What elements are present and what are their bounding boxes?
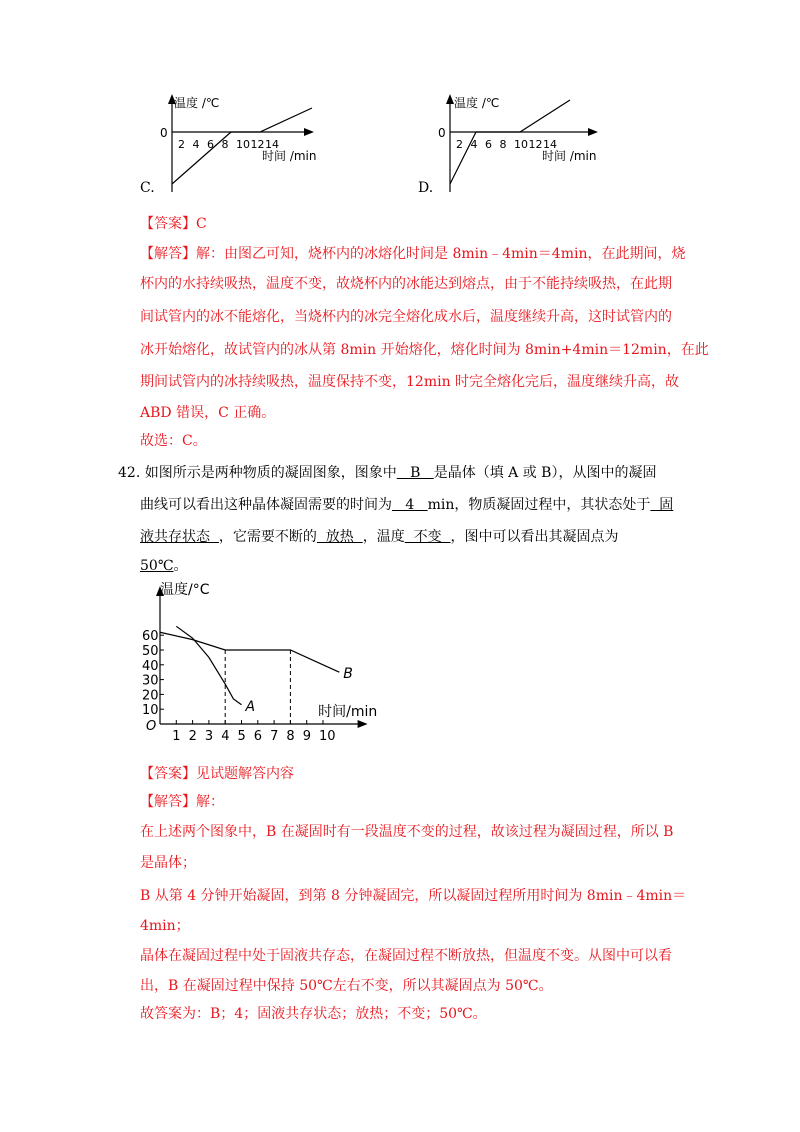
graph-c-ylabel: 温度 /℃	[174, 96, 220, 110]
q41-analysis-line: 【解答】解：由图乙可知，烧杯内的冰熔化时间是 8min﹣4min＝4min，在此期间，烧	[140, 246, 686, 262]
q41-analysis-line: 杯内的水持续吸热，温度不变，故烧杯内的冰能达到熔点，由于不能持续吸热，在此期	[140, 276, 672, 292]
origin-label: O	[146, 719, 157, 734]
x-tick-label: 2	[188, 729, 197, 744]
graph-c-xlabel: 时间 /min	[262, 149, 317, 163]
q41-analysis-line: 期间试管内的冰持续吸热，温度保持不变，12min 时完全熔化完后，温度继续升高，故	[140, 374, 680, 390]
graph-c-zero: 0	[160, 126, 168, 140]
q42-analysis-line: 故答案为：B；4；固液共存状态；放热；不变；50℃。	[140, 1006, 487, 1022]
option-c-label: C.	[140, 180, 155, 196]
q41-choice: 故选：C。	[140, 433, 207, 449]
graph-d-ylabel: 温度 /℃	[454, 96, 500, 110]
q41-analysis-line: ABD 错误，C 正确。	[140, 405, 276, 421]
option-d-label: D.	[418, 180, 434, 196]
tick-label: 10	[236, 138, 250, 151]
q42-blank-5: 不变	[404, 529, 451, 545]
q42-number: 42.	[118, 465, 141, 481]
y-tick-label: 10	[142, 703, 159, 719]
tick-label: 6	[485, 138, 492, 151]
x-tick-label: 9	[302, 729, 311, 744]
q42-text: ，图中可以看出其凝固点为	[450, 529, 619, 545]
q42-blank-3b: 液共存状态	[140, 529, 219, 545]
tick-label: 14	[543, 138, 557, 151]
q42-text: ，温度	[362, 529, 405, 545]
tick-label: 10	[514, 138, 528, 151]
series-line-B	[160, 632, 339, 672]
y-tick-label: 20	[142, 688, 159, 704]
x-tick-label: 6	[253, 729, 263, 744]
q42-analysis-label: 【解答】解：	[140, 794, 224, 810]
q42-text: 是晶体（填 A 或 B），从图中的凝固	[433, 465, 657, 481]
solidification-chart	[138, 576, 388, 746]
y-tick-label: 40	[142, 658, 159, 674]
q42-blank-6: 50℃	[140, 558, 174, 574]
series-label-B: B	[343, 666, 353, 683]
q42-line-2	[140, 494, 673, 514]
x-axis-arrow	[358, 720, 368, 728]
q41-analysis-line: 间试管内的冰不能熔化，当烧杯内的冰完全熔化成水后，温度继续升高，这时试管内的	[140, 309, 672, 325]
tick-label: 2	[178, 138, 185, 151]
y-tick-label: 50	[142, 644, 159, 659]
tick-label: 12	[528, 138, 543, 151]
tick-label: 6	[207, 138, 214, 151]
x-tick-label: 10	[319, 729, 336, 744]
q42-analysis-line: 晶体在凝固过程中处于固液共存态，在凝固过程不断放热，但温度不变。从图中可以看	[140, 948, 672, 964]
q42-blank-2: 4	[392, 497, 428, 513]
y-tick-label: 60	[142, 629, 159, 645]
q42-analysis-line: 出，B 在凝固过程中保持 50℃左右不变，所以其凝固点为 50℃。	[140, 978, 553, 994]
x-tick-label: 3	[204, 729, 214, 744]
q42-blank-3a: 固	[650, 497, 674, 513]
q41-answer: 【答案】C	[140, 216, 207, 232]
q42-blank-1: B	[396, 465, 434, 481]
x-tick-label: 4	[221, 729, 230, 744]
tick-label: 8	[221, 138, 229, 151]
q42-blank-4: 放热	[316, 529, 363, 545]
q42-analysis-line: 在上述两个图象中，B 在凝固时有一段温度不变的过程，故该过程为凝固过程，所以 B	[140, 824, 674, 840]
y-axis-label: 温度/°C	[160, 582, 210, 598]
x-tick-label: 7	[270, 729, 279, 744]
graph-d	[418, 92, 618, 202]
q42-text: 如图所示是两种物质的凝固图象，图象中	[144, 465, 397, 481]
q42-line-3	[140, 526, 619, 546]
q42-text: min，物质凝固过程中，其状态处于	[427, 497, 651, 513]
graph-d-xlabel: 时间 /min	[542, 149, 597, 163]
q42-analysis-line: 4min；	[140, 918, 190, 934]
q42-analysis-line: 是晶体；	[140, 855, 196, 871]
q42-text: 曲线可以看出这种晶体凝固需要的时间为	[140, 497, 392, 513]
x-tick-label: 1	[172, 729, 181, 744]
tick-label: 2	[456, 138, 463, 151]
series-label-A: A	[245, 698, 256, 715]
q42-text: ，它需要不断的	[218, 529, 317, 545]
x-tick-label: 5	[237, 729, 246, 744]
tick-label: 4	[470, 138, 478, 151]
graph-c	[140, 92, 340, 202]
q42-line-4	[140, 555, 187, 575]
q42-text: 。	[173, 558, 188, 574]
tick-label: 8	[499, 138, 507, 151]
q42-answer: 【答案】见试题解答内容	[140, 766, 294, 782]
tick-label: 4	[192, 138, 200, 151]
q42-analysis-line: B 从第 4 分钟开始凝固，到第 8 分钟凝固完，所以凝固过程所用时间为 8min﹣4min＝	[140, 888, 687, 904]
x-tick-label: 8	[286, 729, 295, 744]
y-tick-label: 30	[142, 673, 159, 689]
x-axis-label: 时间/min	[318, 704, 378, 720]
tick-label: 14	[265, 138, 279, 151]
graph-d-zero: 0	[438, 126, 446, 140]
tick-label: 12	[250, 138, 265, 151]
q41-analysis-line: 冰开始熔化，故试管内的冰从第 8min 开始熔化，熔化时间为 8min+4min＝12min，在此	[140, 342, 709, 358]
q42-line-1	[118, 462, 656, 482]
